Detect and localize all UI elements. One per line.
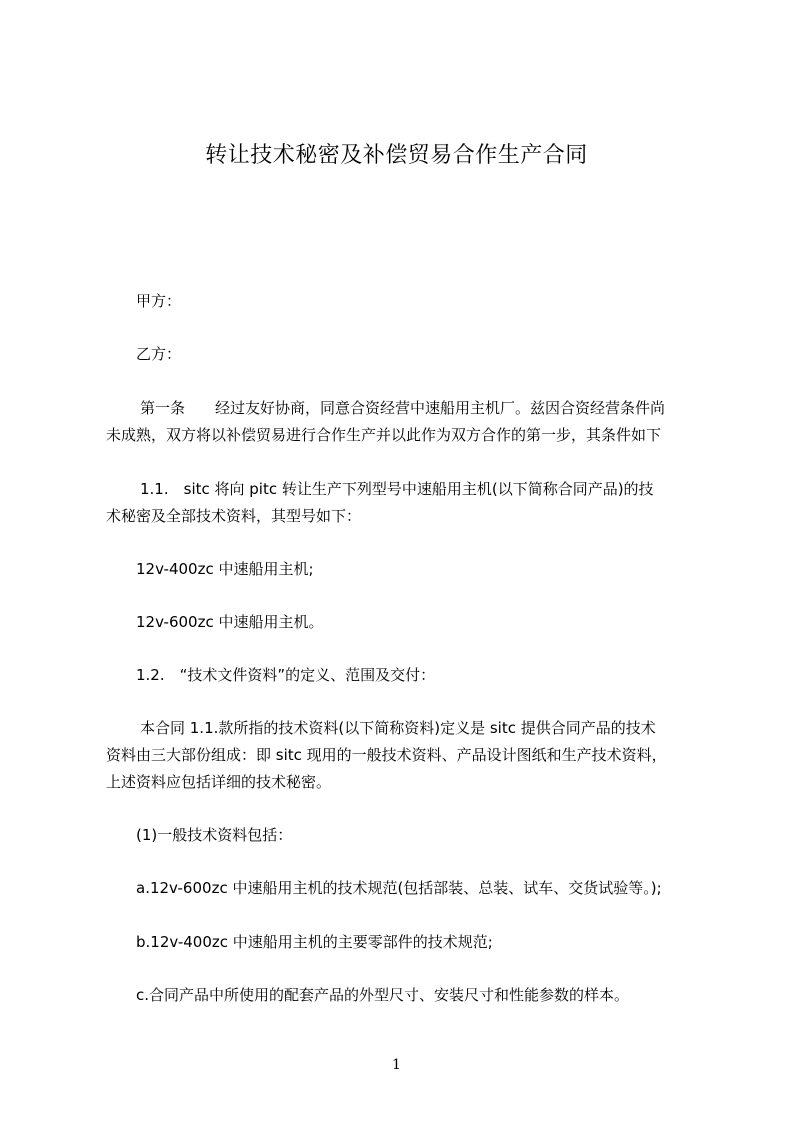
general-docs-heading: (1)一般技术资料包括：: [136, 826, 293, 844]
list-item-b: b.12v-400zc 中速船用主机的主要零部件的技术规范;: [136, 933, 493, 951]
model-item-1: 12v-400zc 中速船用主机;: [136, 560, 314, 578]
party-a-label: 甲方：: [136, 292, 182, 310]
definition-line-2: 资料由三大部份组成：即 sitc 现用的一般技术资料、产品设计图纸和生产技术资料，: [106, 746, 667, 764]
article-1-line-2: 未成熟，双方将以补偿贸易进行合作生产并以此作为双方合作的第一步，其条件如下: [106, 426, 662, 444]
party-b-label: 乙方：: [136, 345, 182, 363]
contract-title: 转让技术秘密及补偿贸易合作生产合同: [205, 143, 588, 168]
list-item-c: c.合同产品中所使用的配套产品的外型尺寸、安装尺寸和性能参数的样本。: [136, 986, 630, 1004]
section-1-1-line-2: 术秘密及全部技术资料，其型号如下：: [106, 507, 362, 525]
article-1-line-1: 第一条 经过友好协商，同意合资经营中速船用主机厂。兹因合资经营条件尚: [140, 399, 666, 417]
section-1-2-heading: 1.2. “技术文件资料”的定义、范围及交付：: [136, 666, 436, 684]
definition-line-3: 上述资料应包括详细的技术秘密。: [106, 773, 332, 791]
section-1-1-line-1: 1.1. sitc 将向 pitc 转让生产下列型号中速船用主机(以下简称合同产品)的技: [140, 480, 654, 498]
model-item-2: 12v-600zc 中速船用主机。: [136, 613, 324, 631]
page-number: 1: [392, 1057, 401, 1073]
definition-line-1: 本合同 1.1.款所指的技术资料(以下简称资料)定义是 sitc 提供合同产品的技术: [140, 719, 656, 737]
list-item-a: a.12v-600zc 中速船用主机的技术规范(包括部装、总装、试车、交货试验等。);: [136, 879, 662, 897]
